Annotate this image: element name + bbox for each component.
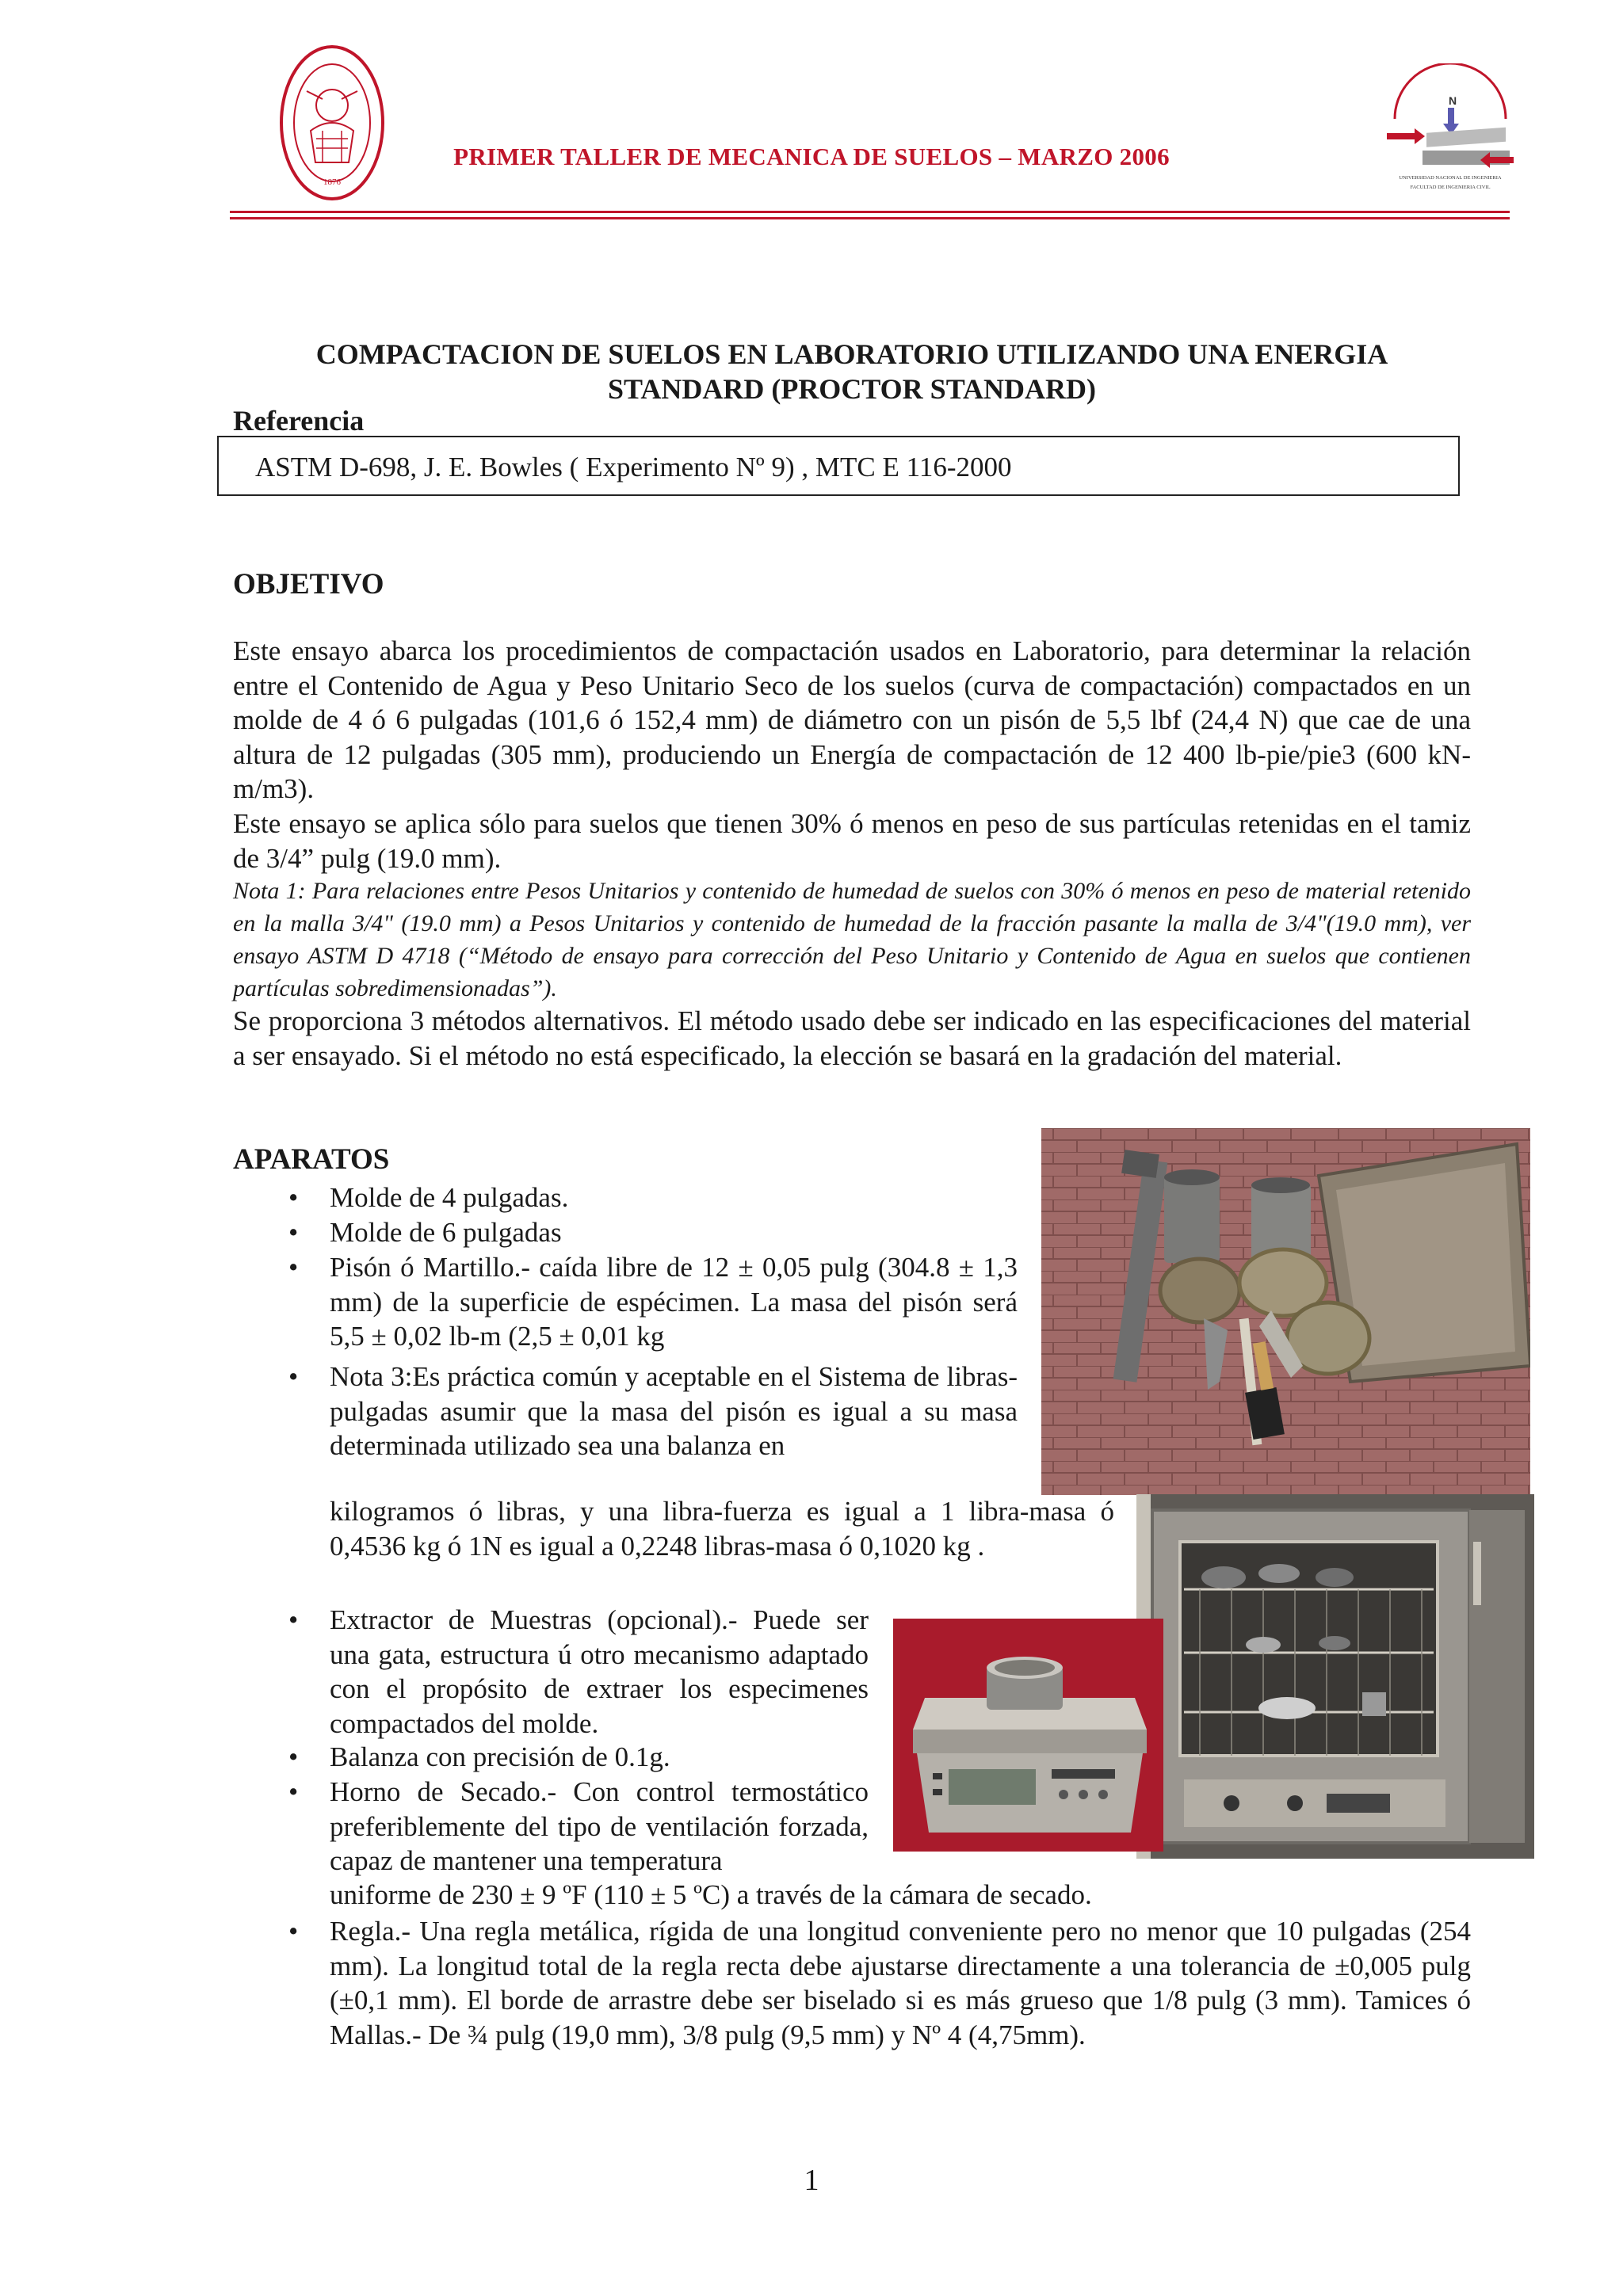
aparato-molde-6: Molde de 6 pulgadas xyxy=(330,1217,562,1248)
bullet-point: • xyxy=(288,1252,299,1283)
university-seal-logo xyxy=(279,44,386,202)
aparatos-heading: APARATOS xyxy=(233,1143,390,1176)
document-title xyxy=(238,337,1466,406)
title-line-1: COMPACTACION DE SUELOS EN LABORATORIO UTILIZANDO UNA ENERGIA xyxy=(315,338,1388,370)
bullet-point: • xyxy=(288,1217,299,1248)
objetivo-paragraph-3: Se proporciona 3 métodos alternativos. El método usado debe ser indicado en las especificaciones del material a ser ensayado. Si el método no está especificado, la elección se basará en la gradación del material. xyxy=(233,1005,1471,1071)
soil-mechanics-lab-logo xyxy=(1379,63,1522,198)
header-rule-top xyxy=(230,211,1510,213)
bullet-point: • xyxy=(288,1916,299,1947)
digital-scale-photo xyxy=(893,1619,1163,1852)
title-line-2: STANDARD (PROCTOR STANDARD) xyxy=(607,373,1097,405)
lab-logo-line2: FACULTAD DE INGENIERIA CIVIL xyxy=(1410,185,1491,190)
lab-logo-line1: UNIVERSIDAD NACIONAL DE INGENIERIA xyxy=(1399,175,1502,181)
equipment-photo xyxy=(1041,1128,1530,1495)
aparato-nota-3-continuation: kilogramos ó libras, y una libra-fuerza es igual a 1 libra-masa ó 0,4536 kg ó 1N es igual a 0,2248 libras-masa ó 0,1020 kg . xyxy=(330,1496,1114,1562)
aparato-regla: Regla.- Una regla metálica, rígida de una longitud conveniente pero no menor que 10 pulgadas (254 mm). La longitud total de la regla recta debe ajustarse directamente a una tolerancia de ±0,005 pulg (±0,1 mm). El borde de arrastre debe ser biselado si es más grueso que 1/8 pulg (3 mm). Tamices ó Mallas.- De ¾ pulg (19,0 mm), 3/8 pulg (9,5 mm) y Nº 4 (4,75mm). xyxy=(330,1916,1471,2050)
objetivo-paragraph-2: Este ensayo se aplica sólo para suelos que tienen 30% ó menos en peso de sus partículas retenidas en el tamiz de 3/4” pulg (19.0 mm). xyxy=(233,808,1471,874)
page-number: 1 xyxy=(804,2164,819,2197)
aparato-pison: Pisón ó Martillo.- caída libre de 12 ± 0,05 pulg (304.8 ± 1,3 mm) de la superficie de espécimen. La masa del pisón será 5,5 ± 0,02 lb-m (2,5 ± 0,01 kg xyxy=(330,1252,1018,1352)
bullet-point: • xyxy=(288,1182,299,1213)
referencia-heading: Referencia xyxy=(233,405,365,437)
aparato-balanza: Balanza con precisión de 0.1g. xyxy=(330,1741,670,1772)
referencia-text: ASTM D-698, J. E. Bowles ( Experimento Nº 9) , MTC E 116-2000 xyxy=(255,452,1012,482)
aparato-extractor: Extractor de Muestras (opcional).- Puede ser una gata, estructura ú otro mecanismo adaptado con el propósito de extraer los especimenes compactados del molde. xyxy=(330,1604,869,1739)
aparato-nota-3: Nota 3:Es práctica común y aceptable en el Sistema de libras-pulgadas asumir que la masa del pisón es igual a su masa determinada utilizado sea una balanza en xyxy=(330,1361,1018,1461)
aparato-horno-continuation: uniforme de 230 ± 9 ºF (110 ± 5 ºC) a través de la cámara de secado. xyxy=(330,1879,1092,1910)
aparato-molde-4: Molde de 4 pulgadas. xyxy=(330,1182,569,1213)
drying-oven-photo xyxy=(1136,1494,1534,1859)
lab-logo-letter: N xyxy=(1449,94,1457,107)
objetivo-heading: OBJETIVO xyxy=(233,568,384,601)
objetivo-paragraph-1: Este ensayo abarca los procedimientos de compactación usados en Laboratorio, para determinar la relación entre el Contenido de Agua y Peso Unitario Seco de los suelos (curva de compactación) compactados en un molde de 4 ó 6 pulgadas (101,6 ó 152,4 mm) de diámetro con un pisón de 5,5 lbf (24,4 N) que cae de una altura de 12 pulgadas (305 mm), produciendo un Energía de compactación de 12 400 lb-pie/pie3 (600 kN-m/m3). xyxy=(233,635,1471,804)
aparato-horno: Horno de Secado.- Con control termostático preferiblemente del tipo de ventilación forzada, capaz de mantener una temperatura xyxy=(330,1776,869,1876)
bullet-point: • xyxy=(288,1361,299,1392)
bullet-point: • xyxy=(288,1741,299,1772)
seal-year: 1876 xyxy=(323,177,341,187)
header-rule-bottom xyxy=(230,217,1510,219)
bullet-point: • xyxy=(288,1604,299,1635)
header-title: PRIMER TALLER DE MECANICA DE SUELOS – MARZO 2006 xyxy=(453,143,1170,170)
bullet-point: • xyxy=(288,1776,299,1807)
nota-1: Nota 1: Para relaciones entre Pesos Unitarios y contenido de humedad de suelos con 30% ó menos en peso de material retenido en la malla 3/4" (19.0 mm) a Pesos Unitarios y contenido de humedad de la fracción pasante la malla de 3/4"(19.0 mm), ver ensayo ASTM D 4718 (“Método de ensayo para corrección del Peso Unitario y Contenido de Agua en suelos que contienen partículas sobredimensionadas”). xyxy=(233,878,1471,1001)
